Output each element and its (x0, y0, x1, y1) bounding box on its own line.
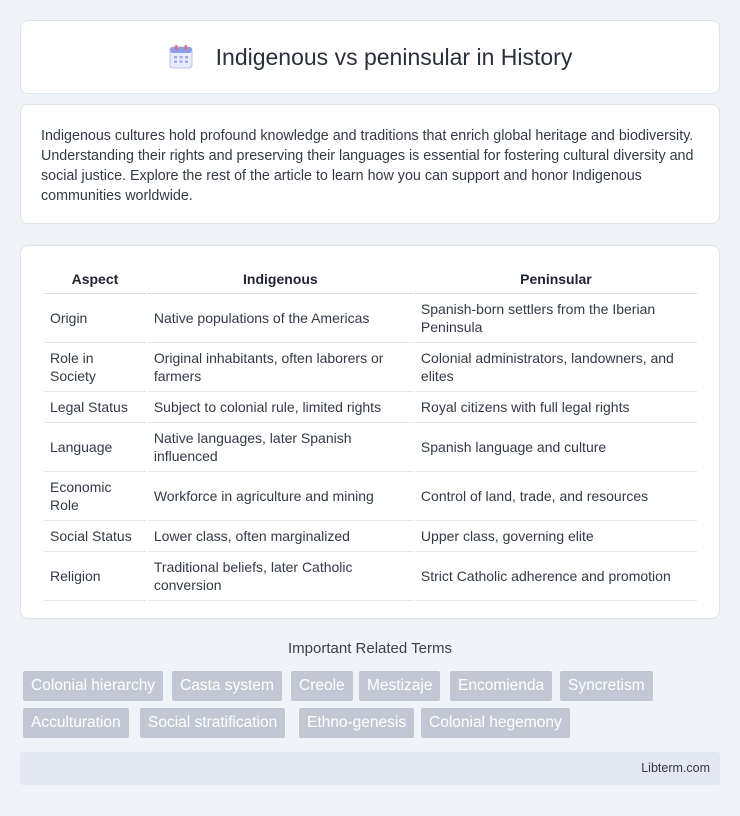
table-cell-aspect: Social Status (44, 521, 146, 552)
table-row (44, 472, 697, 521)
tag-acculturation[interactable]: Acculturation (23, 708, 129, 738)
table-cell-peninsular: Colonial administrators, landowners, and elites (415, 343, 697, 392)
footer-brand[interactable]: Libterm.com (641, 761, 710, 775)
table-cell-peninsular: Control of land, trade, and resources (415, 472, 697, 521)
table-row (44, 423, 697, 472)
table-cell-peninsular: Strict Catholic adherence and promotion (415, 552, 697, 601)
table-cell-aspect: Role in Society (44, 343, 146, 392)
header-card (20, 20, 720, 94)
tag-colonial-hierarchy[interactable]: Colonial hierarchy (23, 671, 163, 701)
tag-mestizaje[interactable]: Mestizaje (359, 671, 440, 701)
table-row (44, 521, 697, 552)
comparison-table (42, 264, 699, 601)
intro-text: Indigenous cultures hold profound knowledge and traditions that enrich global heritage and biodiversity. Understanding their rights and preserving their languages is essential for fostering cultural diversity and social justice. Explore the rest of the article to learn how you can support and honor Indigenous communities worldwide. (41, 128, 694, 204)
table-cell-peninsular: Royal citizens with full legal rights (415, 392, 697, 423)
table-row (44, 392, 697, 423)
footer (20, 752, 720, 785)
table-header-row (44, 264, 697, 294)
table-row (44, 343, 697, 392)
table-cell-aspect: Language (44, 423, 146, 472)
tag-syncretism[interactable]: Syncretism (560, 671, 653, 701)
intro-card (20, 104, 720, 224)
table-row (44, 552, 697, 601)
table-cell-indigenous: Lower class, often marginalized (148, 521, 413, 552)
table-cell-aspect: Religion (44, 552, 146, 601)
table-cell-indigenous: Traditional beliefs, later Catholic conversion (148, 552, 413, 601)
tag-casta-system[interactable]: Casta system (172, 671, 282, 701)
table-cell-aspect: Legal Status (44, 392, 146, 423)
calendar-icon (168, 44, 194, 70)
table-row (44, 294, 697, 343)
tag-encomienda[interactable]: Encomienda (450, 671, 552, 701)
table-cell-indigenous: Subject to colonial rule, limited rights (148, 392, 413, 423)
column-header-peninsular: Peninsular (415, 264, 697, 294)
related-terms-title: Important Related Terms (288, 640, 452, 657)
table-cell-peninsular: Upper class, governing elite (415, 521, 697, 552)
tag-social-stratification[interactable]: Social stratification (140, 708, 285, 738)
tag-colonial-hegemony[interactable]: Colonial hegemony (421, 708, 570, 738)
page-title: Indigenous vs peninsular in History (215, 43, 573, 70)
table-cell-aspect: Origin (44, 294, 146, 343)
table-cell-peninsular: Spanish-born settlers from the Iberian Peninsula (415, 294, 697, 343)
comparison-table-card (20, 245, 720, 619)
table-cell-indigenous: Workforce in agriculture and mining (148, 472, 413, 521)
table-cell-indigenous: Native languages, later Spanish influenced (148, 423, 413, 472)
table-cell-aspect: Economic Role (44, 472, 146, 521)
table-cell-peninsular: Spanish language and culture (415, 423, 697, 472)
tag-ethno-genesis[interactable]: Ethno-genesis (299, 708, 414, 738)
tag-creole[interactable]: Creole (291, 671, 353, 701)
table-cell-indigenous: Native populations of the Americas (148, 294, 413, 343)
column-header-aspect: Aspect (44, 264, 146, 294)
column-header-indigenous: Indigenous (148, 264, 413, 294)
table-cell-indigenous: Original inhabitants, often laborers or farmers (148, 343, 413, 392)
